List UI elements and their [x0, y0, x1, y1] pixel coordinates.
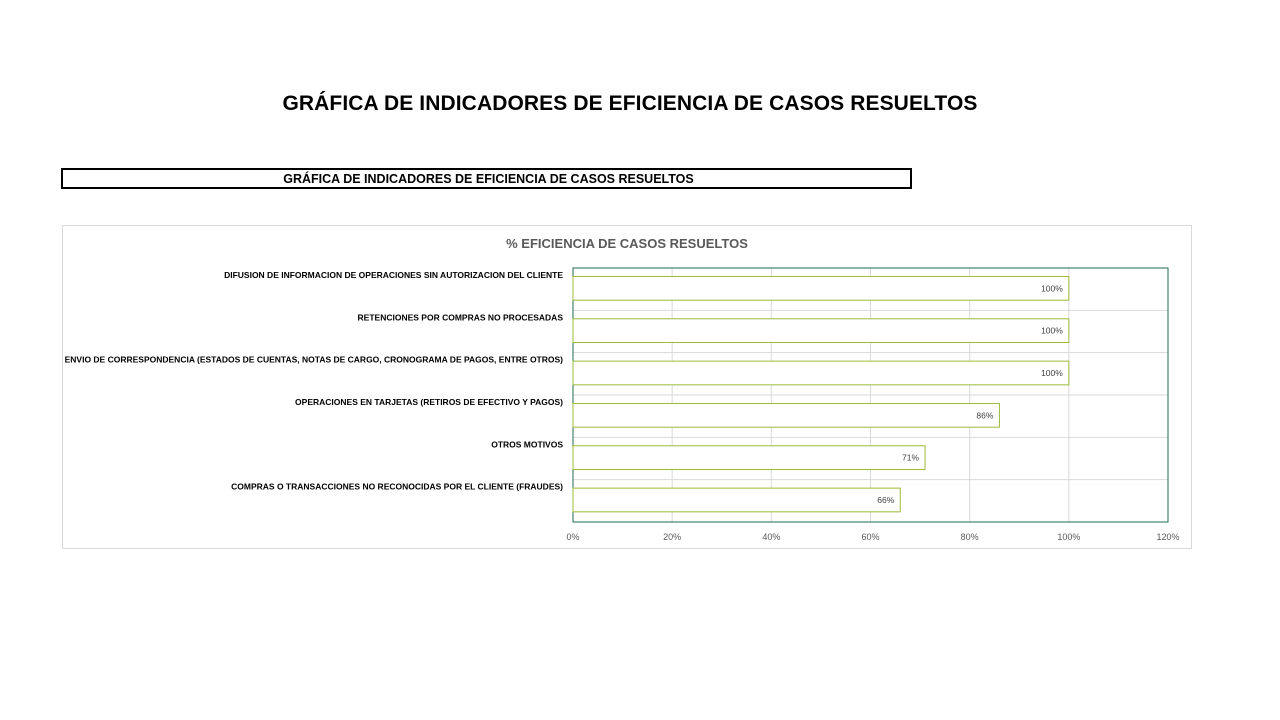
bar-value-label: 100%: [1041, 325, 1063, 336]
chart-title: % EFICIENCIA DE CASOS RESUELTOS: [506, 236, 748, 251]
x-tick-label: 120%: [1156, 532, 1180, 542]
x-tick-label: 0%: [566, 532, 580, 542]
x-tick-label: 80%: [960, 532, 979, 542]
bar-value-label: 66%: [877, 494, 895, 505]
bar: [573, 361, 1069, 385]
x-tick-label: 40%: [762, 532, 781, 542]
category-label: COMPRAS O TRANSACCIONES NO RECONOCIDAS POR EL CLIENTE (FRAUDES): [231, 481, 563, 492]
boxed-chart-title: [61, 168, 912, 189]
chart-container[interactable]: [62, 225, 1192, 549]
category-label: DIFUSION DE INFORMACION DE OPERACIONES SIN AUTORIZACION DEL CLIENTE: [224, 270, 563, 280]
category-label: RETENCIONES POR COMPRAS NO PROCESADAS: [357, 312, 563, 323]
efficiency-bar-chart: [63, 226, 1191, 548]
bar-value-label: 86%: [976, 410, 994, 421]
boxed-chart-title-text: GRÁFICA DE INDICADORES DE EFICIENCIA DE CASOS RESUELTOS: [283, 172, 694, 186]
category-label: OTROS MOTIVOS: [491, 439, 563, 450]
category-label: OPERACIONES EN TARJETAS (RETIROS DE EFECTIVO Y PAGOS): [295, 397, 563, 407]
bar-value-label: 100%: [1041, 367, 1063, 378]
page-title: GRÁFICA DE INDICADORES DE EFICIENCIA DE CASOS RESUELTOS: [282, 92, 978, 115]
bar: [573, 319, 1069, 343]
bar-value-label: 100%: [1041, 283, 1063, 294]
bar: [573, 488, 900, 512]
x-tick-label: 20%: [663, 532, 682, 542]
bar: [573, 403, 999, 427]
x-tick-label: 100%: [1057, 532, 1081, 542]
bar-value-label: 71%: [902, 452, 920, 463]
bar: [573, 276, 1069, 300]
x-tick-label: 60%: [861, 532, 880, 542]
bar: [573, 446, 925, 470]
category-label: ENVIO DE CORRESPONDENCIA (ESTADOS DE CUENTAS, NOTAS DE CARGO, CRONOGRAMA DE PAGOS, ENTRE OTROS): [64, 354, 563, 365]
